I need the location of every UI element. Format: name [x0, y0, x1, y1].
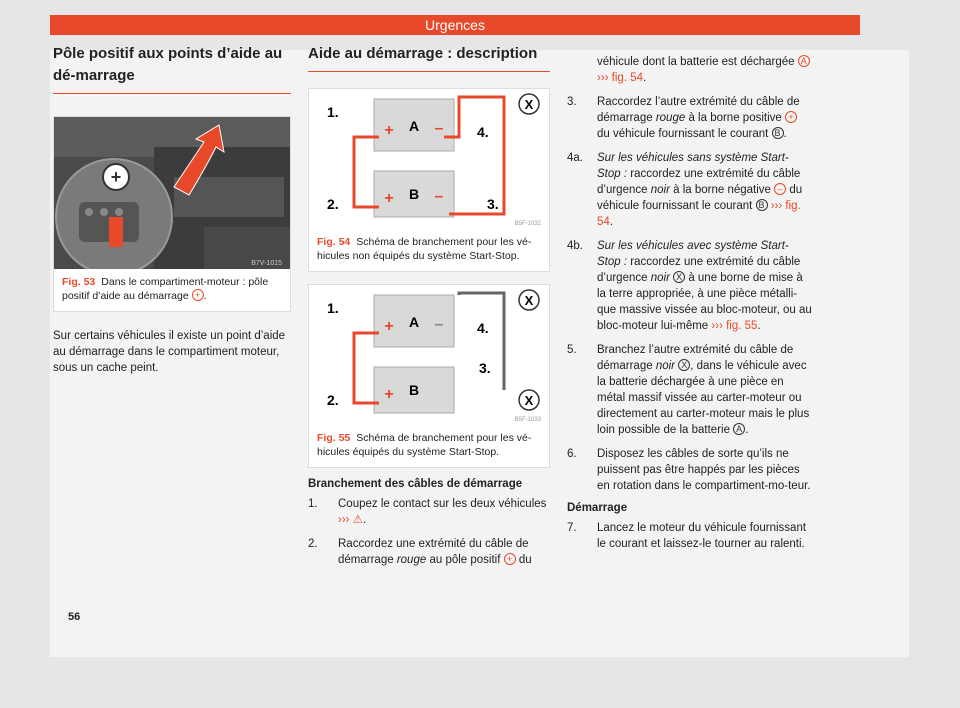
figure-53	[53, 116, 291, 312]
svg-text:–: –	[434, 316, 444, 333]
svg-text:+: +	[384, 122, 394, 139]
svg-text:X: X	[524, 393, 534, 408]
section-title-positive-pole: Pôle positif aux points d’aide au dé-marrage	[53, 43, 291, 94]
cross-ref-link[interactable]: ››› fig. 54	[597, 72, 644, 84]
list-item: véhicule dont la batterie est déchargée A ››› fig. 54.	[567, 54, 812, 86]
list-item: 1. Coupez le contact sur les deux véhicules ››› ⚠.	[308, 498, 547, 526]
subheading-cables: Branchement des câbles de démarrage	[308, 478, 523, 490]
section-header: Urgences	[50, 15, 860, 35]
subheading-start: Démarrage	[567, 502, 628, 514]
plus-badge: +	[504, 553, 516, 565]
svg-text:1.: 1.	[327, 300, 339, 316]
battery-a-badge: A	[798, 55, 810, 67]
wiring-diagram-no-start-stop	[309, 89, 549, 229]
column-3	[567, 54, 812, 560]
cross-ref-link[interactable]: ››› fig. 54	[597, 200, 801, 228]
svg-text:4.: 4.	[477, 124, 489, 140]
svg-text:B: B	[408, 186, 420, 202]
svg-text:+: +	[384, 190, 394, 207]
minus-badge: –	[774, 183, 786, 195]
svg-text:2.: 2.	[327, 196, 339, 212]
svg-text:B: B	[408, 382, 420, 398]
list-item: 5. Branchez l’autre extrémité du câble de démarrage noir X , dans le véhicule avec la batterie déchargée à une pièce en métal massif vissée au carter-moteur ou directement au carter-moteur mais le plus loin possible de la batterie A .	[567, 344, 810, 436]
svg-text:B5F-1032: B5F-1032	[514, 221, 541, 227]
column-2	[308, 43, 550, 576]
battery-a	[374, 99, 454, 151]
figure-54	[308, 88, 550, 272]
figure-53-caption: Fig. 53 Dans le compartiment-moteur : pôle positif d’aide au démarrage + .	[62, 276, 269, 302]
battery-b-badge: B	[772, 127, 784, 139]
svg-text:–: –	[434, 188, 444, 205]
list-item: 4a. Sur les véhicules sans système Start-Stop : raccordez une extrémité du câble d’urgence noir à la borne négative – du véhicule fournissant le courant B ››› fig. 54.	[567, 152, 803, 228]
plus-icon: +	[110, 167, 122, 187]
steps-list-continued	[567, 54, 812, 494]
svg-text:1.: 1.	[327, 104, 339, 120]
list-item: 2. Raccordez une extrémité du câble de démarrage rouge au pôle positif + du	[308, 538, 532, 566]
svg-text:X: X	[524, 97, 534, 112]
cross-ref-link[interactable]: ››› fig. 55	[711, 320, 758, 332]
battery-b-badge: B	[756, 199, 768, 211]
svg-text:+: +	[384, 318, 394, 335]
page-number: 56	[68, 611, 81, 623]
svg-text:A: A	[408, 314, 420, 330]
engine-bay-illustration	[54, 117, 290, 269]
svg-text:A: A	[408, 118, 420, 134]
list-item: 7. Lancez le moteur du véhicule fournissant le courant et laissez-le tourner au ralenti.	[567, 522, 807, 550]
svg-text:X: X	[524, 293, 534, 308]
svg-text:B5F-1033: B5F-1033	[514, 417, 541, 423]
figure-55-caption: Fig. 55 Schéma de branchement pour les vé-hicules équipés du système Start-Stop.	[317, 432, 532, 458]
ground-x-badge: X	[673, 271, 685, 283]
battery-b	[374, 171, 454, 217]
figure-54-caption: Fig. 54 Schéma de branchement pour les vé-hicules non équipés du système Start-Stop.	[317, 236, 532, 262]
steps-list-start	[567, 520, 812, 552]
list-item: 4b. Sur les véhicules avec système Start-Stop : raccordez une extrémité du câble d’urgence noir X à une borne de mise à la terre appropriée, à une pièce métalli-que massive vissée au bloc-moteur, ou au bloc-moteur lui-même ››› fig. 55.	[567, 240, 812, 332]
svg-text:–: –	[434, 120, 444, 137]
battery-a-badge: A	[733, 423, 745, 435]
figure-code: B7V-1015	[251, 260, 282, 267]
svg-text:3.: 3.	[479, 360, 491, 376]
steps-list	[308, 496, 550, 568]
figure-55	[308, 284, 550, 468]
svg-text:2.: 2.	[327, 392, 339, 408]
svg-text:+: +	[384, 386, 394, 403]
ground-x-badge: X	[678, 359, 690, 371]
plus-badge: +	[192, 289, 204, 301]
figure-label: Fig. 53	[62, 276, 96, 288]
wiring-diagram-start-stop	[309, 285, 549, 425]
list-item: 3. Raccordez l’autre extrémité du câble de démarrage rouge à la borne positive + du véhicule fournissant le courant B .	[567, 96, 800, 140]
warning-icon: ⚠	[352, 514, 364, 526]
plus-badge: +	[785, 111, 797, 123]
section-title-jump-start: Aide au démarrage : description	[308, 43, 550, 72]
svg-text:4.: 4.	[477, 320, 489, 336]
list-item: 6. Disposez les câbles de sorte qu’ils ne puissent pas être happés par les pièces en rotation dans le compartiment-mo-teur.	[567, 448, 811, 492]
cross-ref-link[interactable]: ›››	[338, 514, 350, 526]
body-text: Sur certains véhicules il existe un point d’aide au démarrage dans le compartiment moteur, sous un cache peint.	[53, 330, 286, 374]
svg-text:3.: 3.	[487, 196, 499, 212]
column-1	[53, 43, 291, 376]
